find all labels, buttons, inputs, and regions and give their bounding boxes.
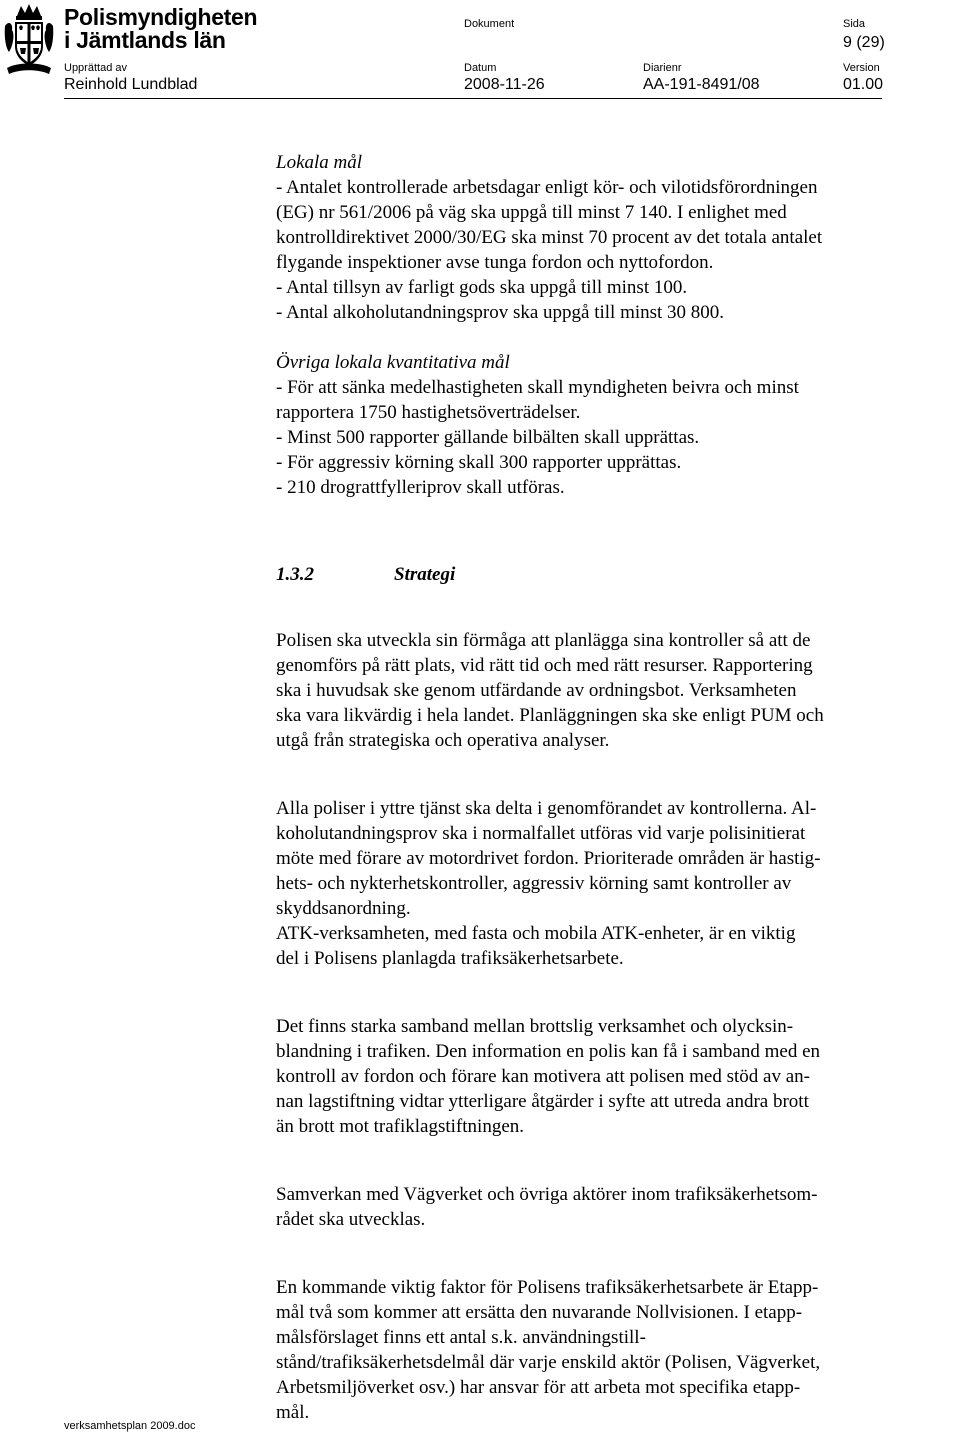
organization-name-line1: Polismyndigheten [64, 4, 258, 30]
version-value: 01.00 [843, 76, 884, 93]
organization-name [64, 6, 257, 52]
section-title: Strategi [394, 564, 456, 585]
version-label: Version [843, 62, 880, 74]
paragraph-line: hets- och nykterhetskontroller, aggressiv körning samt kontroller av [276, 873, 792, 894]
lokala-mal-line: - Antal tillsyn av farligt gods ska uppgå till minst 100. [276, 277, 688, 298]
page-value: 9 (29) [843, 34, 885, 51]
page-label: Sida [843, 18, 866, 30]
paragraph-line: mål. [276, 1402, 310, 1423]
paragraph-line: än brott mot trafiklagstiftningen. [276, 1116, 525, 1137]
footer-filename: verksamhetsplan 2009.doc [64, 1420, 196, 1432]
paragraph-line: skyddsanordning. [276, 898, 411, 919]
date-value: 2008-11-26 [464, 76, 545, 93]
strategi-paragraph-4 [276, 1182, 916, 1232]
paragraph-line: genomförs på rätt plats, vid rätt tid och med rätt resurser. Rapportering [276, 655, 813, 676]
lokala-mal-line: (EG) nr 561/2006 på väg ska uppgå till minst 7 140. I enlighet med [276, 202, 787, 223]
paragraph-line: ska vara likvärdig i hela landet. Planläggningen ska ske enligt PUM och [276, 705, 824, 726]
organization-name-line2: i Jämtlands län [64, 27, 226, 53]
lokala-mal-line: - Antalet kontrollerade arbetsdagar enligt kör- och vilotidsförordningen [276, 177, 818, 198]
ovriga-mal-line: rapportera 1750 hastighetsöverträdelser. [276, 402, 581, 423]
strategi-paragraph-3 [276, 1014, 916, 1139]
lokala-mal-line: flygande inspektioner avse tunga fordon och nyttofordon. [276, 252, 714, 273]
paragraph-line: utgå från strategiska och operativa analyser. [276, 730, 610, 751]
lokala-mal-line: - Antal alkoholutandningsprov ska uppgå till minst 30 800. [276, 302, 725, 323]
coat-of-arms-logo [3, 2, 55, 76]
registration-label: Diarienr [643, 62, 682, 74]
lokala-mal-heading: Lokala mål [276, 152, 363, 173]
paragraph-line: möte med förare av motordrivet fordon. Prioriterade områden är hastig- [276, 848, 821, 869]
ovriga-mal-line: - För aggressiv körning skall 300 rapporter upprättas. [276, 452, 682, 473]
paragraph-line: Samverkan med Vägverket och övriga aktörer inom trafiksäkerhetsom- [276, 1184, 818, 1205]
paragraph-line: målsförslaget finns ett antal s.k. användningstill- [276, 1327, 646, 1348]
paragraph-line: rådet ska utvecklas. [276, 1209, 426, 1230]
ovriga-mal-heading: Övriga lokala kvantitativa mål [276, 352, 510, 373]
paragraph-line: nan lagstiftning vidtar ytterligare åtgärder i syfte att utreda andra brott [276, 1091, 809, 1112]
paragraph-line: Alla poliser i yttre tjänst ska delta i genomförandet av kontrollerna. Al- [276, 798, 817, 819]
strategi-paragraph-1 [276, 628, 916, 753]
author-label: Upprättad av [64, 62, 127, 74]
section-heading-strategi [276, 562, 916, 587]
date-label: Datum [464, 62, 497, 74]
strategi-paragraph-5 [276, 1275, 916, 1425]
ovriga-mal-line: - För att sänka medelhastigheten skall myndigheten beivra och minst [276, 377, 799, 398]
document-label: Dokument [464, 18, 515, 30]
paragraph-line: ATK-verksamheten, med fasta och mobila ATK-enheter, är en viktig [276, 923, 796, 944]
paragraph-line: kontroll av fordon och förare kan motivera att polisen med stöd av an- [276, 1066, 810, 1087]
document-body [276, 150, 916, 1425]
paragraph-line: koholutandningsprov ska i normalfallet utföras vid varje polisinitierat [276, 823, 806, 844]
paragraph-line: En kommande viktig faktor för Polisens trafiksäkerhetsarbete är Etapp- [276, 1277, 819, 1298]
header-divider [64, 98, 882, 99]
section-number: 1.3.2 [276, 564, 314, 585]
lokala-mal-line: kontrolldirektivet 2000/30/EG ska minst 70 procent av det totala antalet [276, 227, 823, 248]
ovriga-mal-line: - 210 drograttfylleriprov skall utföras. [276, 477, 565, 498]
registration-value: AA-191-8491/08 [643, 76, 760, 93]
strategi-paragraph-2 [276, 796, 916, 971]
paragraph-line: blandning i trafiken. Den information en polis kan få i samband med en [276, 1041, 820, 1062]
paragraph-line: Polisen ska utveckla sin förmåga att planlägga sina kontroller så att de [276, 630, 811, 651]
ovriga-mal-list [276, 375, 916, 500]
author-value: Reinhold Lundblad [64, 76, 198, 93]
paragraph-line: ska i huvudsak ske genom utfärdande av ordningsbot. Verksamheten [276, 680, 797, 701]
paragraph-line: stånd/trafiksäkerhetsdelmål där varje enskild aktör (Polisen, Vägverket, [276, 1352, 821, 1373]
paragraph-line: mål två som kommer att ersätta den nuvarande Nollvisionen. I etapp- [276, 1302, 803, 1323]
paragraph-line: Det finns starka samband mellan brottslig verksamhet och olycksin- [276, 1016, 794, 1037]
paragraph-line: del i Polisens planlagda trafiksäkerhetsarbete. [276, 948, 624, 969]
ovriga-mal-line: - Minst 500 rapporter gällande bilbälten skall upprättas. [276, 427, 700, 448]
paragraph-line: Arbetsmiljöverket osv.) har ansvar för att arbeta mot specifika etapp- [276, 1377, 801, 1398]
lokala-mal-list [276, 175, 916, 325]
